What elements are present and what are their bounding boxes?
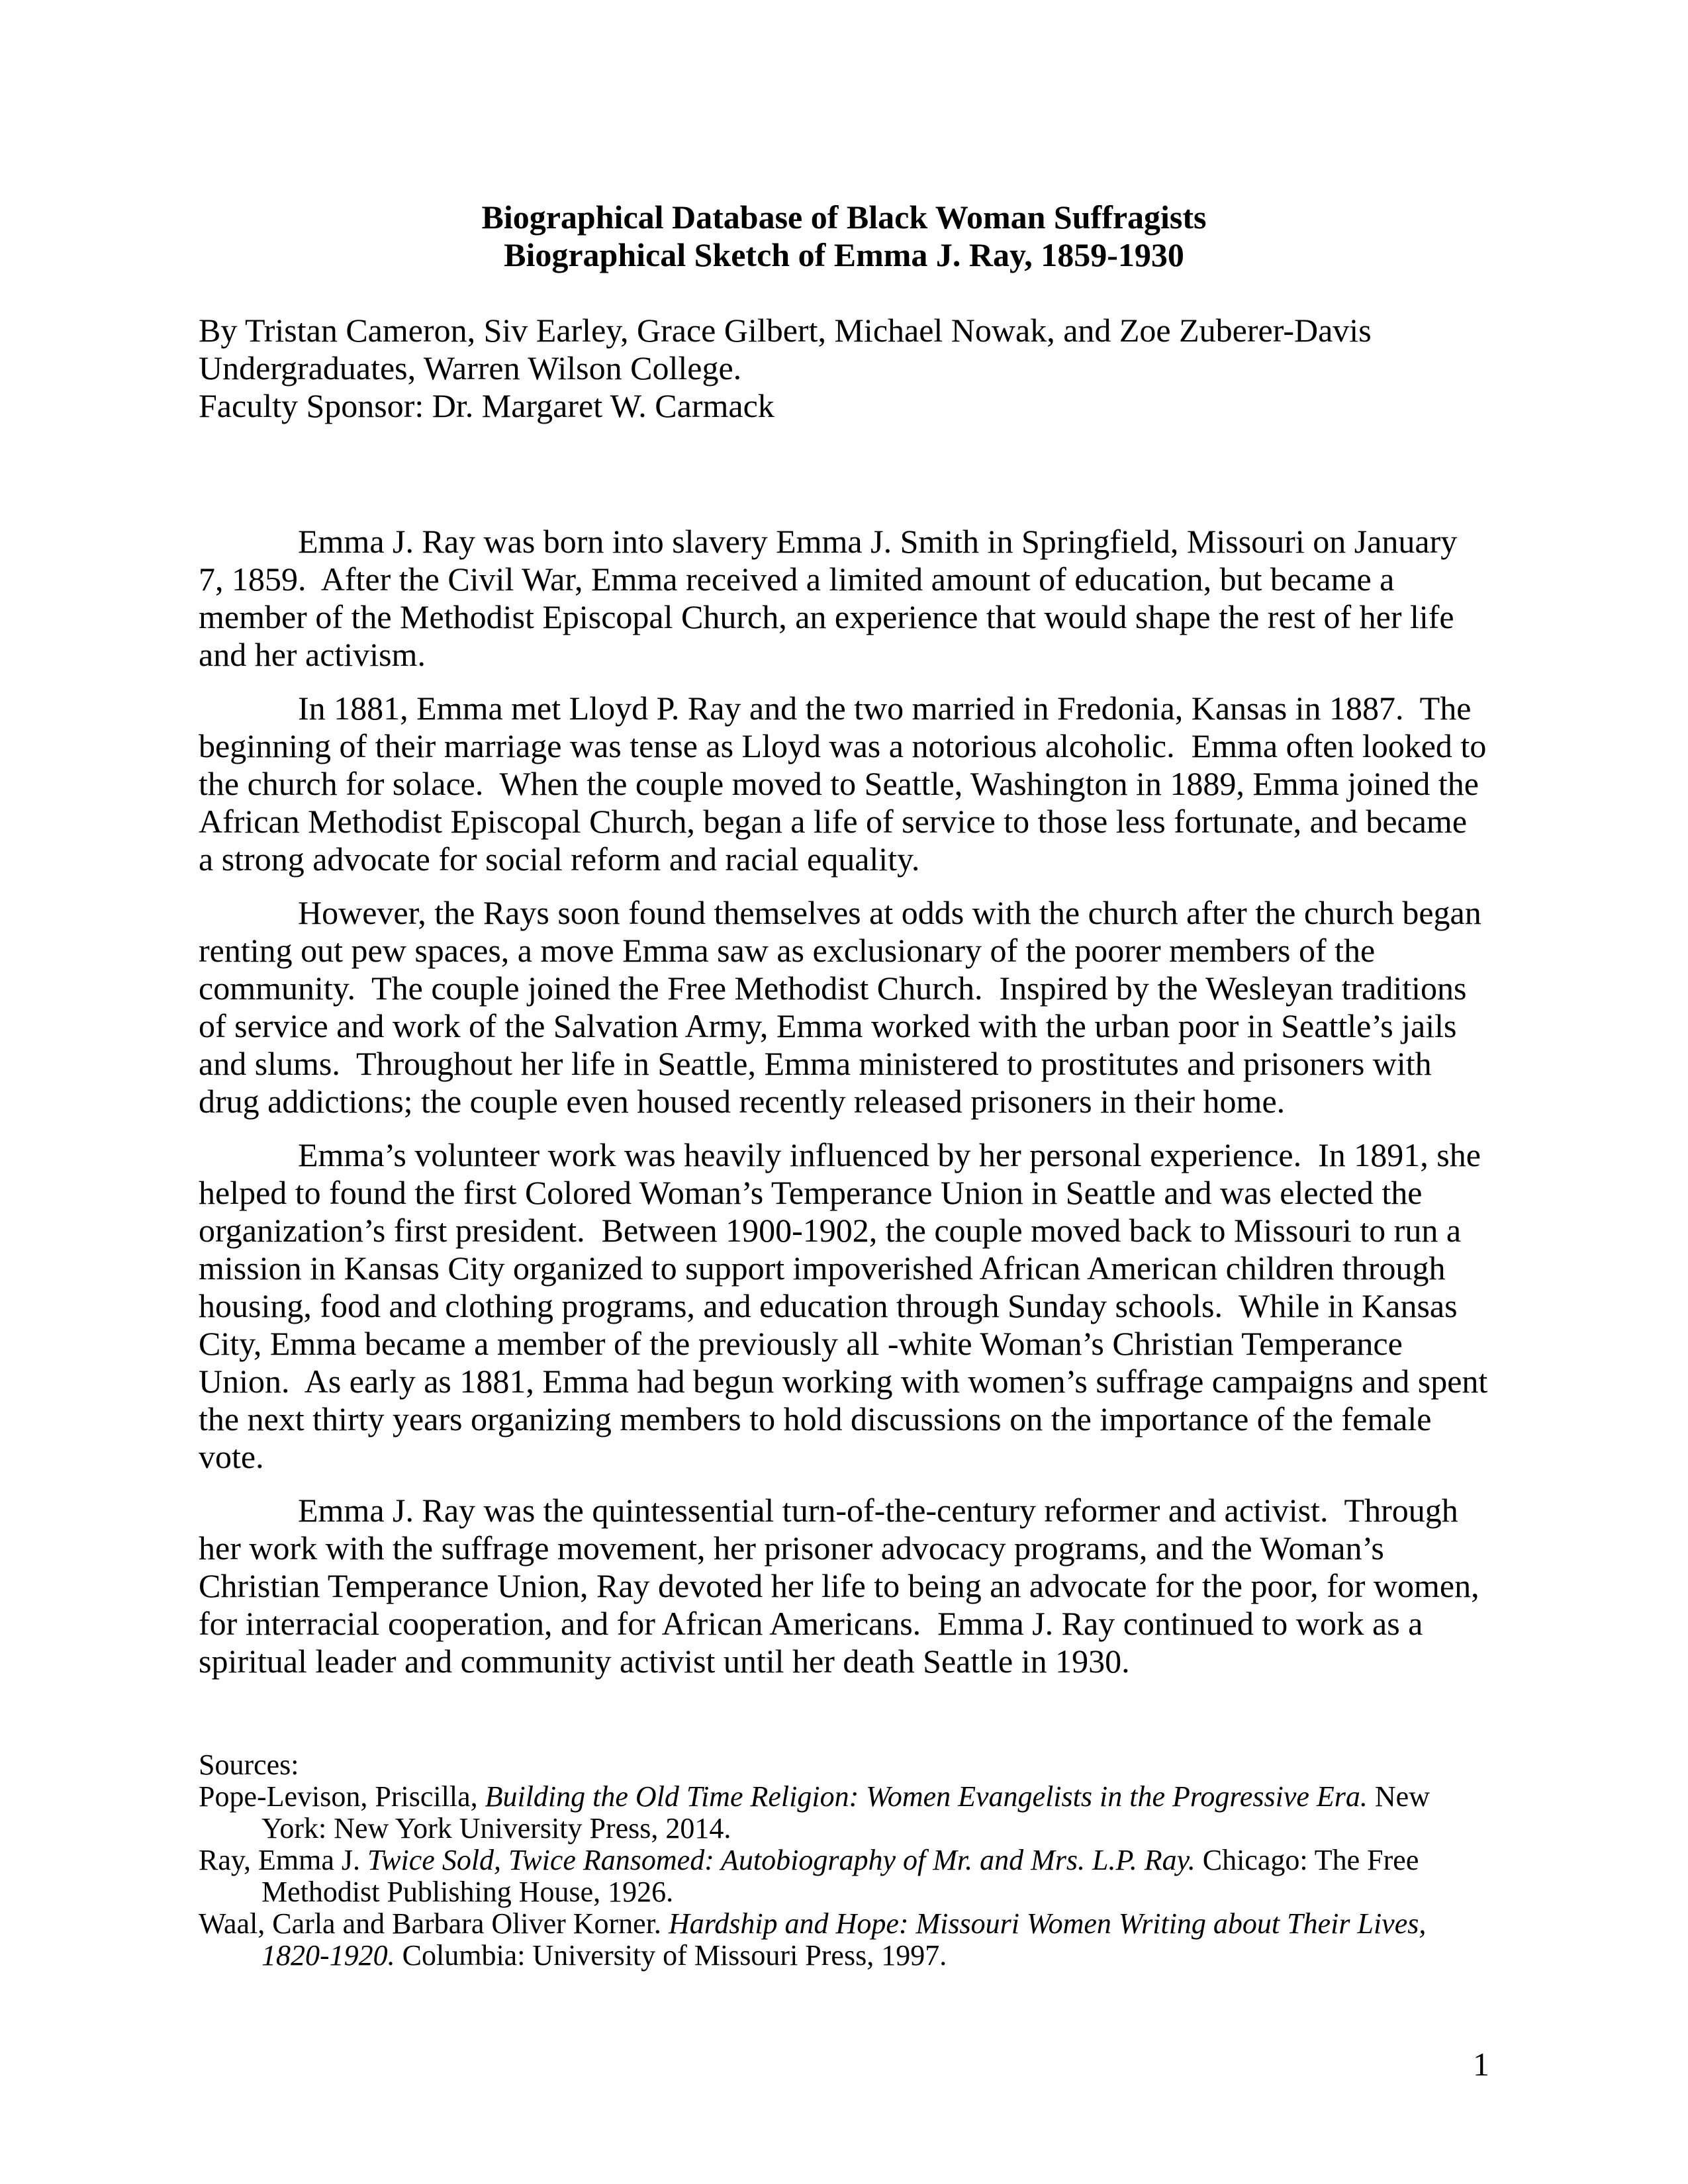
source-title-italic: Twice Sold, Twice Ransomed: Autobiography of Mr. and Mrs. L.P. Ray. (367, 1844, 1196, 1876)
title-line-1: Biographical Database of Black Woman Suffragists (481, 199, 1207, 236)
source-entry (199, 1844, 1489, 1908)
source-text: New York: New York University Press, 2014. (261, 1780, 1436, 1844)
source-text: Waal, Carla and Barbara Oliver Korner. (199, 1907, 669, 1940)
document-body (199, 523, 1496, 1680)
source-text: Ray, Emma J. (199, 1844, 367, 1876)
source-title-italic: Building the Old Time Religion: Women Evangelists in the Progressive Era. (485, 1780, 1368, 1813)
source-text: Chicago: The Free Methodist Publishing House, 1926. (261, 1844, 1427, 1908)
sources-heading: Sources: (199, 1749, 299, 1781)
source-title-italic: Hardship and Hope: Missouri Women Writing about Their Lives, 1820-1920. (261, 1907, 1434, 1972)
source-entry (199, 1908, 1489, 1972)
source-entry (199, 1781, 1489, 1844)
body-paragraph-3: However, the Rays soon found themselves at odds with the church after the church began renting out pew spaces, a move Emma saw as exclusionary of the poorer members of the community. The couple joined the Free Methodist Church. Inspired by the Wesleyan traditions of service and work of the Salvation Army, Emma worked with the urban poor in Seattle’s jails and slums. Throughout her life in Seattle, Emma ministered to prostitutes and prisoners with drug addictions; the couple even housed recently released prisoners in their home. (199, 894, 1490, 1120)
byline-sponsor: Faculty Sponsor: Dr. Margaret W. Carmack (199, 387, 774, 424)
body-paragraph-5: Emma J. Ray was the quintessential turn-of-the-century reformer and activist. Through her work with the suffrage movement, her prisoner advocacy programs, and the Woman’s Christian Temperance Union, Ray devoted her life to being an advocate for the poor, for women, for interracial cooperation, and for African Americans. Emma J. Ray continued to work as a spiritual leader and community activist until her death Seattle in 1930. (199, 1492, 1488, 1680)
sources-section (199, 1749, 1489, 1972)
byline (199, 312, 1489, 425)
page-number: 1 (1473, 2046, 1489, 2083)
byline-authors: By Tristan Cameron, Siv Earley, Grace Gilbert, Michael Nowak, and Zoe Zuberer-Davis (199, 312, 1372, 349)
sources-list (199, 1781, 1489, 1972)
body-paragraph-1: Emma J. Ray was born into slavery Emma J. Smith in Springfield, Missouri on January 7, 1859. After the Civil War, Emma received a limited amount of education, but became a member of the Methodist Episcopal Church, an experience that would shape the rest of her life and her activism. (199, 523, 1466, 673)
byline-affiliation: Undergraduates, Warren Wilson College. (199, 349, 742, 387)
document-title (199, 199, 1489, 274)
title-line-2: Biographical Sketch of Emma J. Ray, 1859-1930 (504, 236, 1184, 273)
body-paragraph-4: Emma’s volunteer work was heavily influenced by her personal experience. In 1891, she helped to found the first Colored Woman’s Temperance Union in Seattle and was elected the organization’s first president. Between 1900-1902, the couple moved back to Missouri to run a mission in Kansas City organized to support impoverished African American children through housing, food and clothing programs, and education through Sunday schools. While in Kansas City, Emma became a member of the previously all -white Woman’s Christian Temperance Union. As early as 1881, Emma had begun working with women’s suffrage campaigns and spent the next thirty years organizing members to hold discussions on the importance of the female vote. (199, 1136, 1496, 1475)
source-text: Columbia: University of Missouri Press, 1997. (395, 1939, 947, 1972)
body-paragraph-2: In 1881, Emma met Lloyd P. Ray and the two married in Fredonia, Kansas in 1887. The beginning of their marriage was tense as Lloyd was a notorious alcoholic. Emma often looked to the church for solace. When the couple moved to Seattle, Washington in 1889, Emma joined the African Methodist Episcopal Church, began a life of service to those less fortunate, and became a strong advocate for social reform and racial equality. (199, 690, 1495, 878)
source-text: Pope-Levison, Priscilla, (199, 1780, 485, 1813)
